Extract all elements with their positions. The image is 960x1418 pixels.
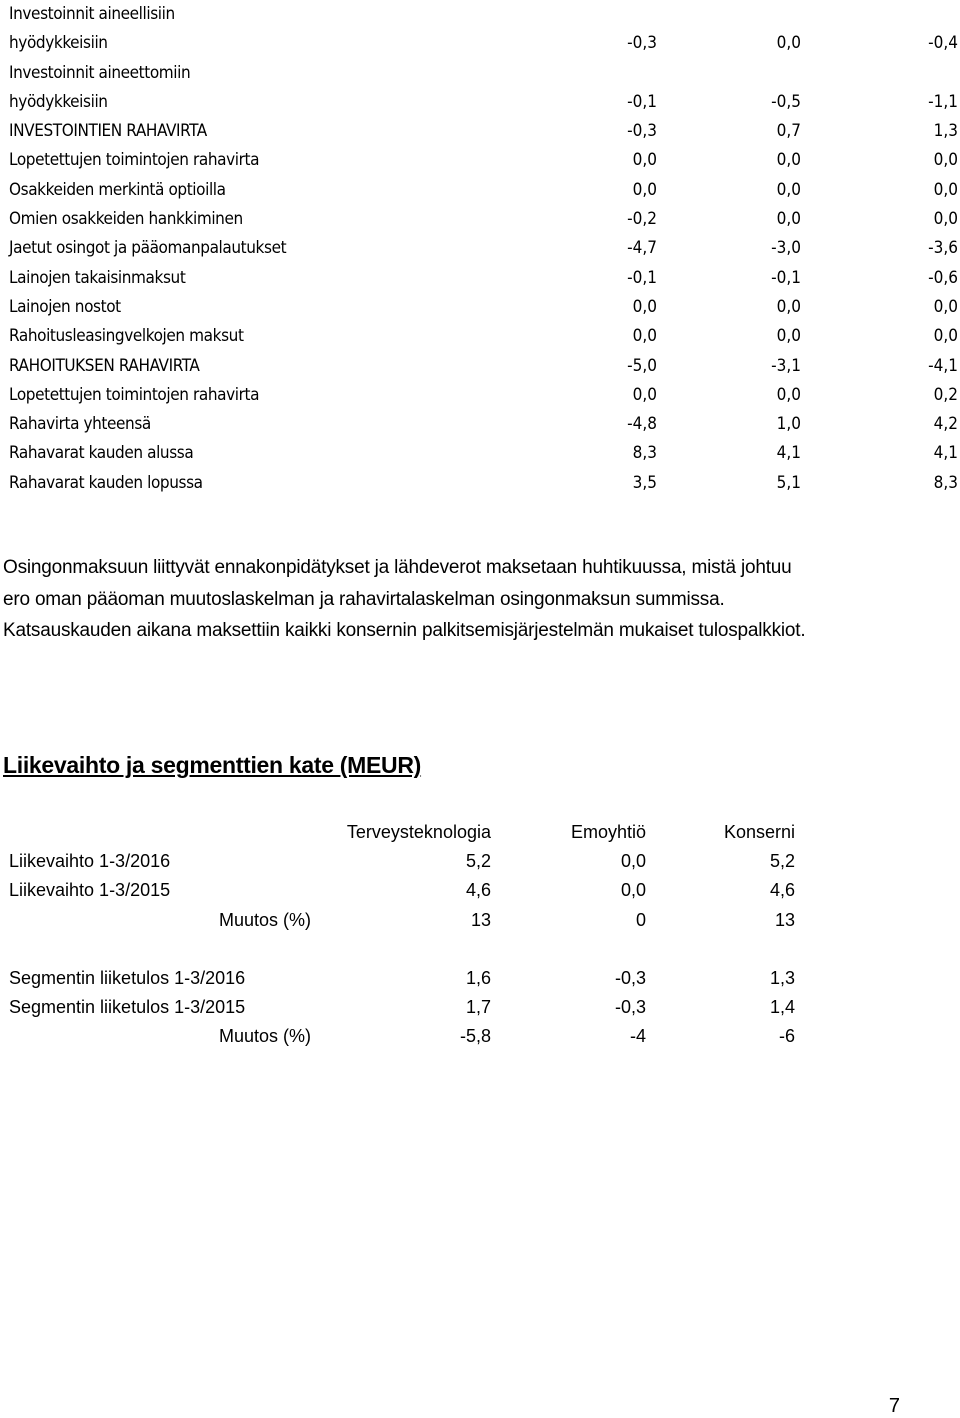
value-col-2: 0,0 (776, 179, 801, 200)
cell-emoyhtio: 0 (635, 909, 646, 930)
row-label: RAHOITUKSEN RAHAVIRTA (9, 355, 200, 376)
value-col-1: -0,1 (627, 267, 657, 288)
row-label: Jaetut osingot ja pääomanpalautukset (9, 238, 287, 259)
value-col-1: 0,0 (632, 179, 657, 200)
table-header-row (0, 818, 960, 847)
cell-konserni: 1,4 (769, 997, 795, 1018)
value-col-3: 0,2 (933, 384, 958, 405)
row-label: Liikevaihto 1-3/2015 (9, 880, 171, 901)
row-label: Lopetettujen toimintojen rahavirta (9, 384, 260, 405)
table-row (0, 906, 960, 935)
note-line: Osingonmaksuun liittyvät ennakonpidätykset ja lähdeverot maksetaan huhtikuussa, mistä johtuu (3, 557, 792, 578)
row-label: Investoinnit aineellisiin (9, 4, 175, 24)
table-row (0, 205, 960, 234)
row-label: Rahavarat kauden lopussa (9, 472, 203, 493)
row-label: Rahavirta yhteensä (9, 414, 151, 435)
table-row (0, 876, 960, 905)
cell-terveysteknologia: 1,7 (465, 997, 491, 1018)
cell-emoyhtio: 0,0 (620, 851, 646, 872)
value-col-3: 4,1 (933, 443, 958, 464)
row-label: Segmentin liiketulos 1-3/2016 (9, 967, 246, 988)
value-col-2: 0,0 (776, 33, 801, 54)
cell-konserni: -6 (778, 1026, 795, 1047)
value-col-1: -0,1 (627, 91, 657, 112)
cell-konserni: 1,3 (769, 967, 795, 988)
table-row (0, 146, 960, 175)
table-row (0, 264, 960, 293)
value-col-2: 4,1 (776, 443, 801, 464)
value-col-2: -3,1 (771, 355, 801, 376)
value-col-1: 3,5 (632, 472, 657, 493)
row-label: Lainojen takaisinmaksut (9, 267, 186, 288)
cell-terveysteknologia: 5,2 (465, 851, 491, 872)
value-col-2: -0,5 (771, 91, 801, 112)
value-col-3: -0,4 (928, 33, 958, 54)
column-header: Emoyhtiö (570, 822, 646, 842)
cell-terveysteknologia: 13 (470, 909, 491, 930)
table-row (0, 469, 960, 498)
value-col-1: -0,3 (627, 33, 657, 54)
value-col-1: -4,7 (627, 238, 657, 259)
cell-konserni: 5,2 (769, 851, 795, 872)
value-col-2: -3,0 (771, 238, 801, 259)
note-line: ero oman pääoman muutoslaskelman ja rahavirtalaskelman osingonmaksun summissa. (3, 588, 725, 610)
table-row (0, 322, 960, 351)
section-heading: Liikevaihto ja segmenttien kate (MEUR) (3, 752, 422, 778)
table-row (0, 88, 960, 117)
cell-emoyhtio: -0,3 (614, 997, 646, 1018)
value-col-2: 0,7 (776, 121, 801, 142)
cash-flow-table (0, 0, 960, 498)
value-col-3: 0,0 (933, 326, 958, 347)
value-col-3: 1,3 (933, 121, 958, 142)
row-label: Liikevaihto 1-3/2016 (9, 851, 171, 872)
row-label: Lopetettujen toimintojen rahavirta (9, 150, 260, 171)
table-row (0, 0, 960, 29)
value-col-3: 0,0 (933, 150, 958, 171)
table-row (0, 1022, 960, 1051)
value-col-2: 0,0 (776, 209, 801, 230)
table-row (0, 439, 960, 468)
row-label: Omien osakkeiden hankkiminen (9, 209, 243, 230)
row-label: Muutos (%) (219, 909, 312, 930)
row-label: hyödykkeisiin (9, 33, 108, 54)
value-col-1: -4,8 (627, 414, 657, 435)
value-col-3: 0,0 (933, 179, 958, 200)
table-row (0, 993, 960, 1022)
row-spacer (0, 935, 960, 964)
value-col-2: -0,1 (771, 267, 801, 288)
dividend-note (3, 552, 958, 647)
table-row (0, 847, 960, 876)
table-row (0, 59, 960, 88)
row-label: Osakkeiden merkintä optioilla (9, 179, 226, 200)
value-col-3: 0,0 (933, 209, 958, 230)
value-col-2: 0,0 (776, 296, 801, 317)
value-col-3: -3,6 (928, 238, 958, 259)
value-col-3: -1,1 (928, 91, 958, 112)
table-row (0, 964, 960, 993)
cell-konserni: 4,6 (769, 880, 795, 901)
value-col-3: 8,3 (933, 472, 958, 493)
table-row (0, 176, 960, 205)
value-col-1: -0,2 (627, 209, 657, 230)
note-line: Katsauskauden aikana maksettiin kaikki konsernin palkitsemisjärjestelmän mukaiset tulospalkkiot. (3, 620, 806, 641)
value-col-1: -0,3 (627, 121, 657, 142)
value-col-2: 1,0 (776, 414, 801, 435)
value-col-2: 0,0 (776, 384, 801, 405)
row-label: hyödykkeisiin (9, 91, 108, 112)
row-label: INVESTOINTIEN RAHAVIRTA (9, 121, 207, 142)
value-col-3: 4,2 (933, 414, 958, 435)
page-number: 7 (888, 1395, 900, 1417)
value-col-1: 0,0 (632, 384, 657, 405)
value-col-1: -5,0 (627, 355, 657, 376)
cell-emoyhtio: 0,0 (620, 880, 646, 901)
segment-table (0, 818, 960, 1052)
table-row (0, 234, 960, 263)
cell-emoyhtio: -0,3 (614, 967, 646, 988)
row-label: Lainojen nostot (9, 296, 121, 317)
table-row (0, 381, 960, 410)
row-label: Investoinnit aineettomiin (9, 62, 191, 83)
value-col-1: 0,0 (632, 150, 657, 171)
value-col-3: 0,0 (933, 296, 958, 317)
value-col-2: 0,0 (776, 150, 801, 171)
row-label: Segmentin liiketulos 1-3/2015 (9, 997, 246, 1018)
column-header: Konserni (723, 822, 795, 842)
value-col-2: 5,1 (776, 472, 801, 493)
table-row (0, 29, 960, 58)
value-col-1: 0,0 (632, 296, 657, 317)
table-row (0, 117, 960, 146)
cell-terveysteknologia: -5,8 (459, 1026, 491, 1047)
table-row (0, 352, 960, 381)
value-col-3: -0,6 (928, 267, 958, 288)
value-col-3: -4,1 (928, 355, 958, 376)
cell-emoyhtio: -4 (629, 1026, 646, 1047)
column-header: Terveysteknologia (346, 822, 491, 842)
cell-konserni: 13 (774, 909, 795, 930)
value-col-2: 0,0 (776, 326, 801, 347)
table-row (0, 410, 960, 439)
value-col-1: 8,3 (632, 443, 657, 464)
cell-terveysteknologia: 1,6 (465, 967, 491, 988)
table-row (0, 293, 960, 322)
row-label: Rahavarat kauden alussa (9, 443, 194, 464)
cell-terveysteknologia: 4,6 (465, 880, 491, 901)
row-label: Muutos (%) (219, 1026, 312, 1047)
value-col-1: 0,0 (632, 326, 657, 347)
row-label: Rahoitusleasingvelkojen maksut (9, 326, 244, 347)
